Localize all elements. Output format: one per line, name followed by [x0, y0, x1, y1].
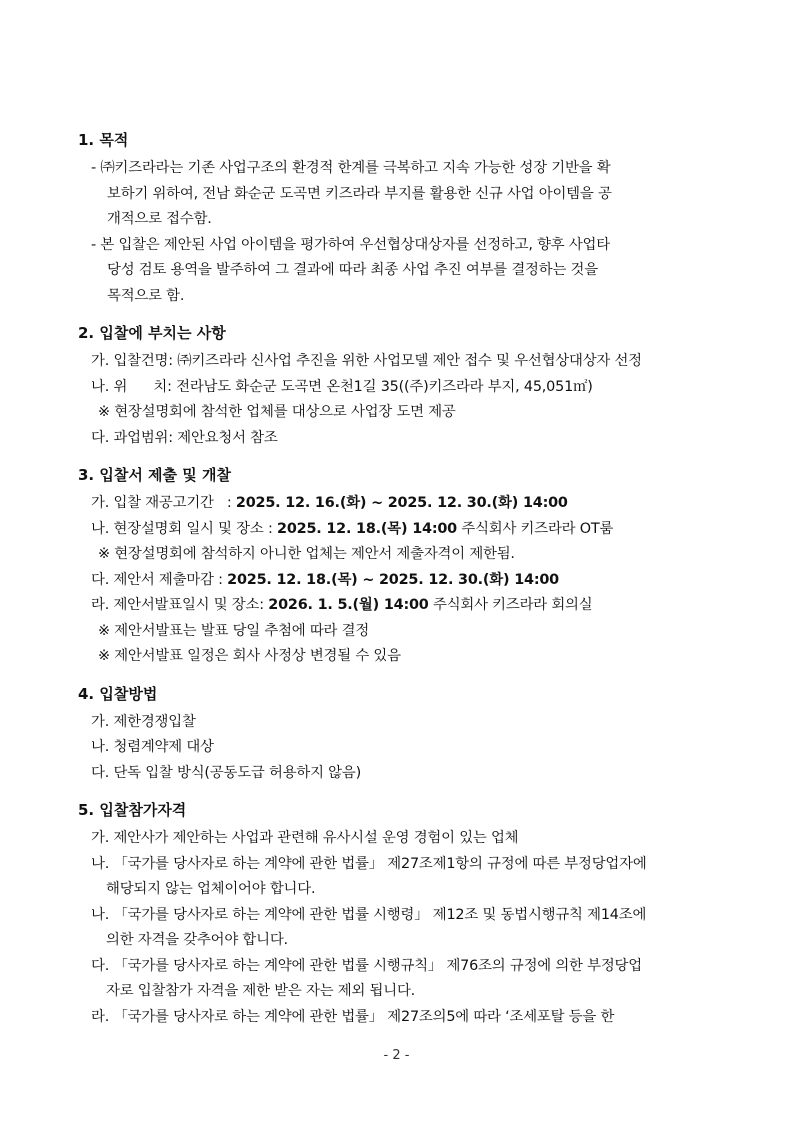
line-label: 나. 현장설명회 일시 및 장소 :	[91, 520, 273, 537]
method-item: 나. 청렴계약제 대상	[91, 739, 214, 755]
purpose-item-2-line-1: - 본 입찰은 제안된 사업 아이템을 평가하여 우선협상대상자를 선정하고, 향후 사업타	[91, 236, 610, 253]
purpose-item-1-line-1: - ㈜키즈라라는 기존 사업구조의 환경적 한계를 극복하고 지속 가능한 성장 기반을 확	[91, 160, 611, 176]
submission-deadline-line	[78, 568, 720, 594]
bid-scope-line: 다. 과업범위: 제안요청서 참조	[91, 429, 278, 446]
place: 주식회사 키즈라라 OT룸	[461, 520, 614, 537]
purpose-item-2-line-3: 목적으로 함.	[107, 287, 185, 304]
date-time: 2025. 12. 18.(목) 14:00	[277, 520, 457, 537]
eligibility-item-continuation: 해당되지 않는 업체이어야 합니다.	[106, 881, 316, 897]
bid-location-line: 나. 위 치: 전라남도 화순군 도곡면 온천1길 35((주)키즈라라 부지, 45,051㎡)	[91, 378, 593, 395]
note-line: ※ 현장설명회에 참석한 업체를 대상으로 사업장 도면 제공	[98, 404, 456, 420]
note-line: ※ 제안서발표는 발표 당일 추첨에 따라 결정	[98, 622, 370, 639]
date-range: 2025. 12. 16.(화) ~ 2025. 12. 30.(화) 14:00	[235, 495, 568, 511]
site-briefing-line	[78, 517, 720, 543]
line-label: 라. 제안서발표일시 및 장소:	[91, 597, 264, 613]
section-bid-method	[78, 684, 720, 787]
section-purpose	[78, 130, 720, 309]
note-line: ※ 제안서발표 일정은 회사 사정상 변경될 수 있음	[98, 648, 401, 664]
section-heading: 2. 입찰에 부치는 사항	[78, 324, 226, 342]
eligibility-item-line: 라. 「국가를 당사자로 하는 계약에 관한 법률」 제27조의5에 따라 ‘조세포탈 등을 한	[91, 1008, 615, 1025]
presentation-line	[78, 593, 720, 619]
method-item: 다. 단독 입찰 방식(공동도급 허용하지 않음)	[91, 764, 361, 781]
eligibility-item-continuation: 자로 입찰참가 자격을 제한 받은 자는 제외 됩니다.	[106, 983, 416, 999]
purpose-item-1-line-2: 보하기 위하여, 전남 화순군 도곡면 키즈라라 부지를 활용한 신규 사업 아이템을 공	[107, 185, 612, 202]
page-number: - 2 -	[383, 1048, 410, 1063]
section-submission	[78, 465, 720, 670]
line-label: 가. 입찰 재공고기간 :	[91, 495, 232, 511]
bid-title-line: 가. 입찰건명: ㈜키즈라라 신사업 추진을 위한 사업모델 제안 접수 및 우선협상대상자 선정	[91, 353, 642, 369]
method-item: 가. 제한경쟁입찰	[91, 713, 196, 730]
date-time: 2026. 1. 5.(월) 14:00	[268, 597, 429, 613]
re-announcement-period-line	[78, 491, 720, 517]
date-range: 2025. 12. 18.(목) ~ 2025. 12. 30.(화) 14:00	[227, 571, 559, 588]
eligibility-item-line: 가. 제안사가 제안하는 사업과 관련해 유사시설 운영 경험이 있는 업체	[91, 830, 519, 846]
line-label: 다. 제안서 제출마감 :	[91, 571, 223, 588]
eligibility-item-line: 다. 「국가를 당사자로 하는 계약에 관한 법률 시행규칙」 제76조의 규정에 의한 부정당업	[91, 957, 642, 974]
eligibility-item-line: 나. 「국가를 당사자로 하는 계약에 관한 법률」 제27조제1항의 규정에 따른 부정당업자에	[91, 855, 647, 872]
section-heading: 5. 입찰참가자격	[78, 801, 187, 819]
section-heading: 4. 입찰방법	[78, 684, 158, 703]
section-bid-matters	[78, 323, 720, 451]
note-line: ※ 현장설명회에 참석하지 아니한 업체는 제안서 제출자격이 제한됨.	[98, 546, 515, 562]
document-body	[78, 130, 720, 1044]
eligibility-item-line: 나. 「국가를 당사자로 하는 계약에 관한 법률 시행령」 제12조 및 동법시행규칙 제14조에	[91, 906, 647, 923]
section-heading: 1. 목적	[78, 131, 129, 149]
section-eligibility	[78, 800, 720, 1030]
purpose-item-2-line-2: 당성 검토 용역을 발주하여 그 결과에 따라 최종 사업 추진 여부를 결정하는 것을	[107, 262, 598, 278]
section-heading: 3. 입찰서 제출 및 개찰	[78, 466, 231, 484]
place: 주식회사 키즈라라 회의실	[433, 597, 593, 613]
eligibility-item-continuation: 의한 자격을 갖추어야 합니다.	[106, 932, 288, 948]
purpose-item-1-line-3: 개적으로 접수함.	[107, 211, 212, 227]
